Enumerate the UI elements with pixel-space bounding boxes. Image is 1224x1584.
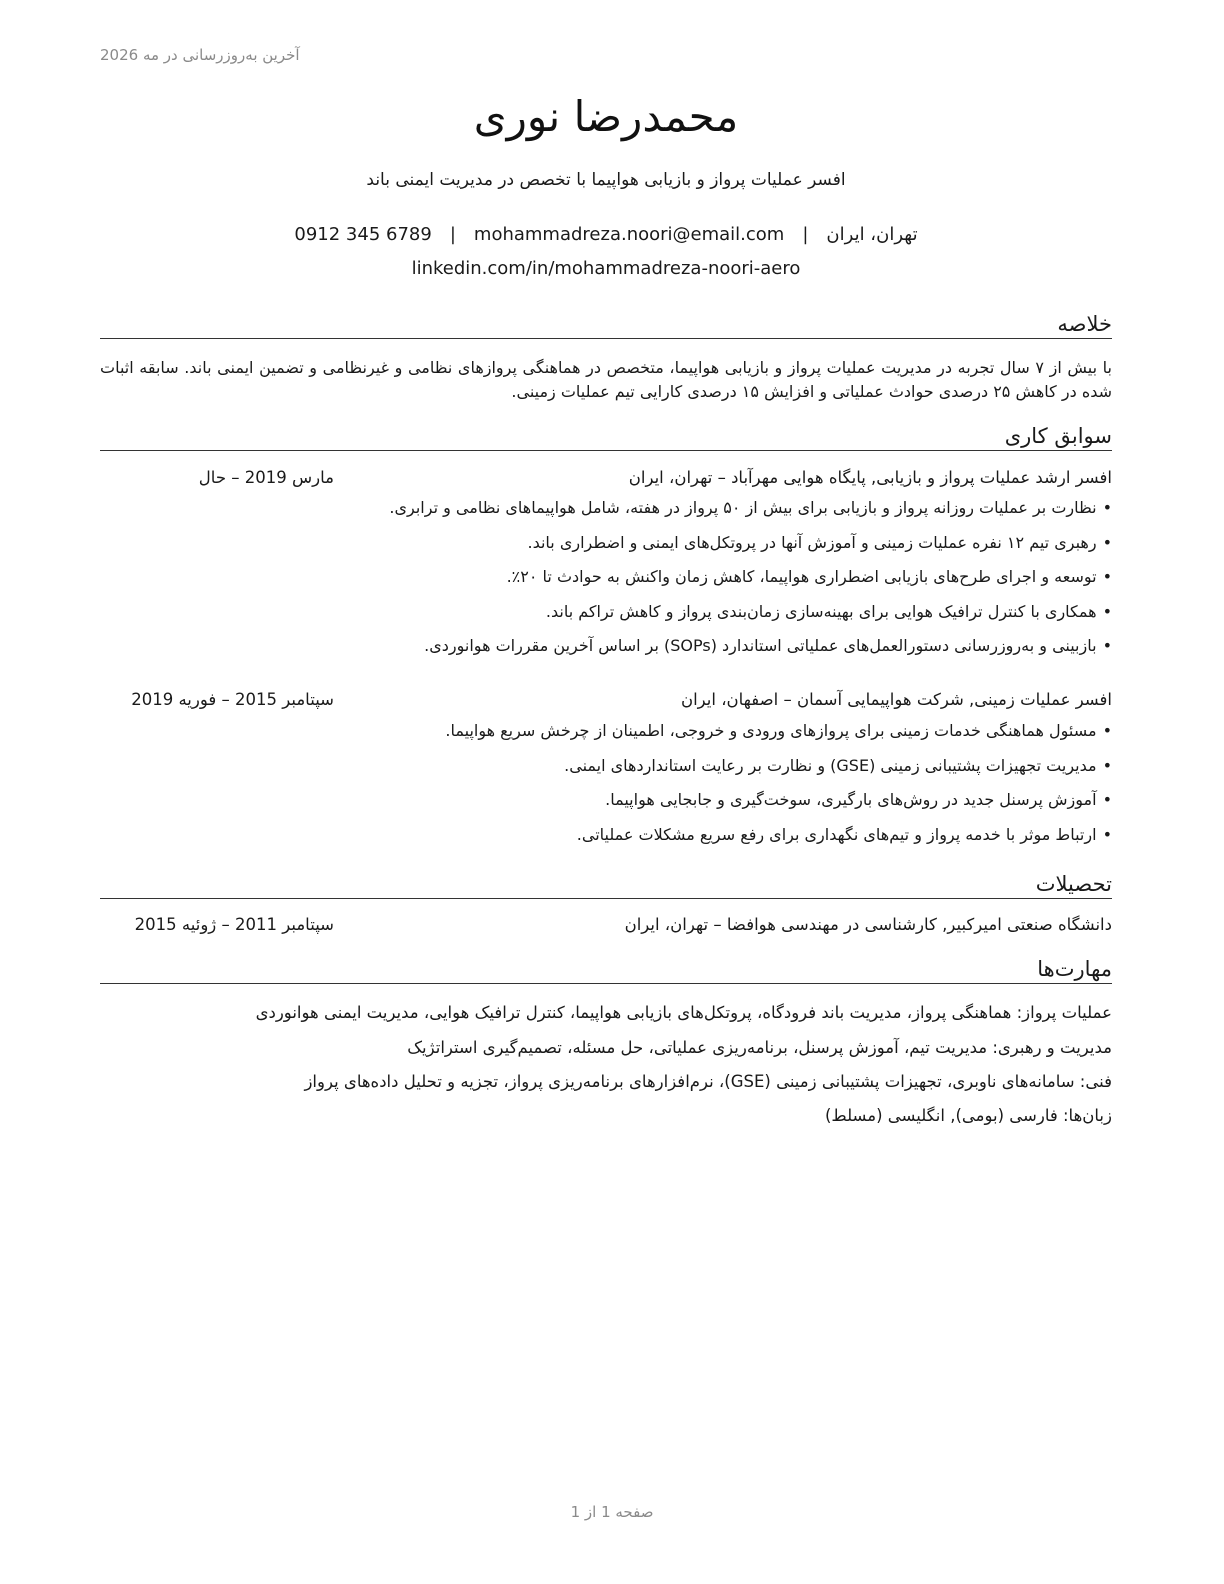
skills-line: مدیریت و رهبری: مدیریت تیم، آموزش پرسنل، برنامه‌ریزی عملیاتی، حل مسئله، تصمیم‌گیری استراتژیک [407, 1038, 1112, 1057]
candidate-name: محمدرضا نوری [473, 92, 739, 141]
job-header [100, 468, 1112, 492]
job-bullet: • همکاری با کنترل ترافیک هوایی برای بهینه‌سازی زمان‌بندی پرواز و کاهش تراکم باند. [100, 598, 1112, 633]
job-bullet: • ارتباط موثر با خدمه پرواز و تیم‌های نگهداری برای رفع سریع مشکلات عملیاتی. [100, 821, 1112, 856]
job-bullet: • بازبینی و به‌روزرسانی دستورالعمل‌های عملیاتی استاندارد (SOPs) بر اساس آخرین مقررات هوانوردی. [100, 632, 1112, 667]
linkedin-link[interactable]: linkedin.com/in/mohammadreza-noori-aero [411, 258, 801, 279]
education-dates: سپتامبر 2011 – ژوئیه 2015 [134, 915, 334, 934]
education-entry [100, 915, 1112, 939]
contact-location: تهران، ایران [826, 224, 918, 245]
candidate-tagline: افسر عملیات پرواز و بازیابی هواپیما با تخصص در مدیریت ایمنی باند [366, 170, 846, 190]
job-bullet: • توسعه و اجرای طرح‌های بازیابی اضطراری هواپیما، کاهش زمان واکنش به حوادث تا ۲۰٪. [100, 563, 1112, 598]
skills-line: عملیات پرواز: هماهنگی پرواز، مدیریت باند فرودگاه، پروتکل‌های بازیابی هواپیما، کنترل ترافیک هوایی، مدیریت ایمنی هوانوردی [255, 1003, 1112, 1022]
job-bullet: • آموزش پرسنل جدید در روش‌های بارگیری، سوخت‌گیری و جابجایی هواپیما. [100, 786, 1112, 821]
job-bullets [100, 717, 1112, 855]
education-school: دانشگاه صنعتی امیرکبیر, کارشناسی در مهندسی هوافضا – تهران، ایران [624, 915, 1112, 934]
skills-line: فنی: سامانه‌های ناوبری، تجهیزات پشتیبانی زمینی (GSE)، نرم‌افزارهای برنامه‌ریزی پرواز، تجزیه و تحلیل داده‌های پرواز [304, 1072, 1112, 1091]
job-bullet: • مدیریت تجهیزات پشتیبانی زمینی (GSE) و نظارت بر رعایت استانداردهای ایمنی. [100, 752, 1112, 787]
summary-heading: خلاصه [100, 312, 1112, 339]
job-title: افسر عملیات زمینی, شرکت هواپیمایی آسمان – اصفهان، ایران [680, 690, 1112, 709]
job-dates: مارس 2019 – حال [198, 468, 334, 487]
job-dates: سپتامبر 2015 – فوریه 2019 [131, 690, 334, 709]
job-bullet: • رهبری تیم ۱۲ نفره عملیات زمینی و آموزش آنها در پروتکل‌های ایمنی و اضطراری باند. [100, 529, 1112, 564]
last-updated-note: آخرین به‌روزرسانی در مه 2026 [100, 46, 300, 64]
skills-heading: مهارت‌ها [100, 957, 1112, 984]
contact-line [100, 224, 1112, 245]
summary-text: با بیش از ۷ سال تجربه در مدیریت عملیات پرواز و بازیابی هواپیما، متخصص در هماهنگی پروازهای نظامی و غیرنظامی و تضمین ایمنی باند. سابقه اثبات شده در کاهش ۲۵ درصدی حوادث عملیاتی و افزایش ۱۵ درصدی کارایی تیم عملیات زمینی. [100, 358, 1113, 401]
job-bullets [100, 494, 1112, 667]
job-bullet: • مسئول هماهنگی خدمات زمینی برای پروازهای ورودی و خروجی، اطمینان از چرخش سریع هواپیما. [100, 717, 1112, 752]
contact-email[interactable]: mohammadreza.noori@email.com [473, 224, 785, 245]
contact-separator: | [449, 224, 456, 245]
contact-separator: | [802, 224, 809, 245]
contact-phone: 0912 345 6789 [294, 224, 432, 245]
page-number: صفحه 1 از 1 [570, 1503, 654, 1521]
skills-line: زبان‌ها: فارسی (بومی), انگلیسی (مسلط) [824, 1106, 1112, 1125]
job-header [100, 690, 1112, 714]
job-title: افسر ارشد عملیات پرواز و بازیابی, پایگاه هوایی مهرآباد – تهران، ایران [628, 468, 1112, 487]
job-bullet: • نظارت بر عملیات روزانه پرواز و بازیابی برای بیش از ۵۰ پرواز در هفته، شامل هواپیماهای نظامی و ترابری. [100, 494, 1112, 529]
education-heading: تحصیلات [100, 872, 1112, 899]
experience-heading: سوابق کاری [100, 424, 1112, 451]
